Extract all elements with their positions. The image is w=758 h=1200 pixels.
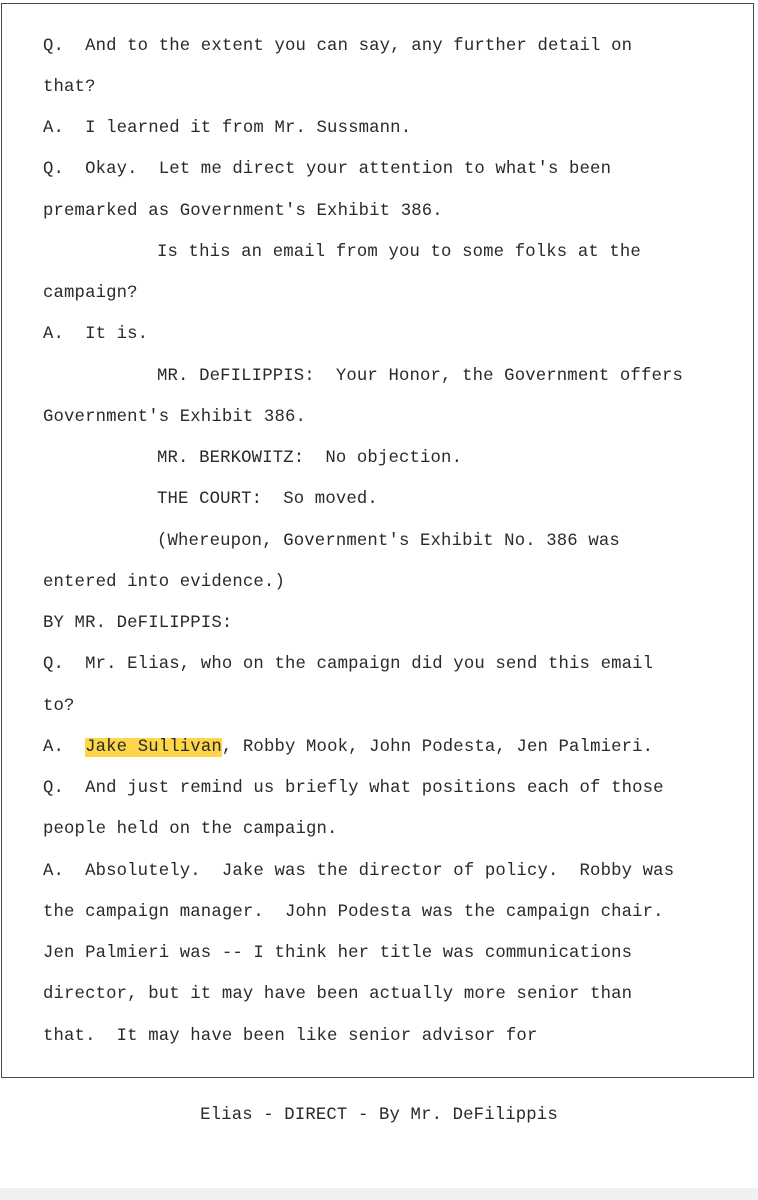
bottom-bar bbox=[0, 1188, 758, 1200]
transcript-line: Q. And to the extent you can say, any further detail on bbox=[43, 37, 633, 56]
transcript-line: BY MR. DeFILIPPIS: bbox=[43, 614, 233, 633]
transcript-line: premarked as Government's Exhibit 386. bbox=[43, 202, 443, 221]
transcript-line: to? bbox=[43, 697, 75, 716]
highlighted-name: Jake Sullivan bbox=[85, 738, 222, 757]
transcript-line-highlighted bbox=[43, 738, 653, 758]
transcript-line: MR. DeFILIPPIS: Your Honor, the Government offers bbox=[157, 367, 684, 386]
transcript-line: (Whereupon, Government's Exhibit No. 386 was bbox=[157, 532, 620, 551]
answer-prefix: A. bbox=[43, 738, 86, 757]
transcript-line: Government's Exhibit 386. bbox=[43, 408, 307, 427]
answer-rest: , Robby Mook, John Podesta, Jen Palmieri. bbox=[221, 738, 654, 757]
transcript-line: that. It may have been like senior advisor for bbox=[43, 1027, 538, 1046]
transcript-line: THE COURT: So moved. bbox=[157, 490, 378, 509]
transcript-line: entered into evidence.) bbox=[43, 573, 285, 592]
transcript-line: Jen Palmieri was -- I think her title was communications bbox=[43, 944, 633, 963]
transcript-line: people held on the campaign. bbox=[43, 820, 338, 839]
transcript-line: A. I learned it from Mr. Sussmann. bbox=[43, 119, 412, 138]
transcript-line: A. It is. bbox=[43, 325, 149, 344]
transcript-line: Q. Mr. Elias, who on the campaign did you send this email bbox=[43, 655, 654, 674]
transcript-line: the campaign manager. John Podesta was the campaign chair. bbox=[43, 903, 664, 922]
transcript-page bbox=[1, 3, 754, 1078]
transcript-line: A. Absolutely. Jake was the director of policy. Robby was bbox=[43, 862, 675, 881]
transcript-line: director, but it may have been actually more senior than bbox=[43, 985, 633, 1004]
transcript-line: MR. BERKOWITZ: No objection. bbox=[157, 449, 463, 468]
transcript-line: campaign? bbox=[43, 284, 138, 303]
transcript-line: that? bbox=[43, 78, 96, 97]
transcript-line: Is this an email from you to some folks at the bbox=[157, 243, 641, 262]
page-footer-caption: Elias - DIRECT - By Mr. DeFilippis bbox=[200, 1106, 558, 1125]
transcript-line: Q. And just remind us briefly what positions each of those bbox=[43, 779, 664, 798]
transcript-line: Q. Okay. Let me direct your attention to what's been bbox=[43, 160, 612, 179]
